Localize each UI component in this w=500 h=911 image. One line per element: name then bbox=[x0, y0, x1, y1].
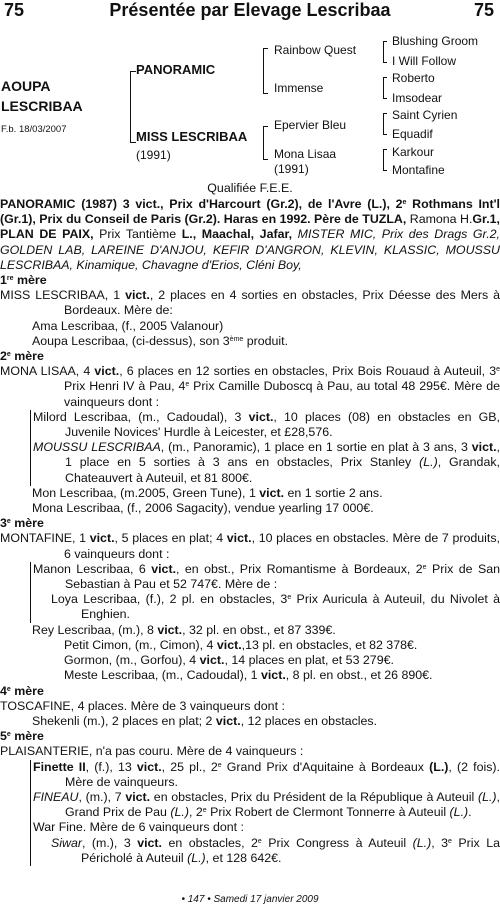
mere1-line-2 bbox=[0, 319, 500, 334]
t: vict. bbox=[248, 409, 274, 424]
bracket-gen2-sire-top bbox=[263, 48, 268, 49]
t: e bbox=[217, 761, 222, 769]
mere4-num: 4 bbox=[0, 683, 7, 698]
mere2-line-2 bbox=[31, 410, 500, 440]
section-1re-mere bbox=[0, 273, 500, 288]
mere1-num: 1 bbox=[0, 273, 7, 288]
bracket-gen3-3-bottom bbox=[383, 134, 387, 135]
sire-para-bold-1: PANORAMIC (1987) 3 vict., Prix d'Harcourt (Gr.2), de l'Avre (L.), 2 bbox=[0, 197, 403, 211]
t: , Grandak, Chateauvert à Auteuil, et 81 800€. bbox=[65, 455, 500, 485]
mere5-line-1: PLAISANTERIE, n'a pas couru. Mère de 4 vainqueurs : bbox=[0, 744, 304, 759]
bracket-gen2-dam-bottom bbox=[263, 159, 268, 160]
t: en obstacles, 2 bbox=[162, 835, 258, 850]
mere2-sup: e bbox=[6, 351, 11, 359]
t: vict. bbox=[151, 561, 177, 576]
t: Prix Camille Duboscq à Pau, au total 48 295€. Mère de vainqueurs dont : bbox=[64, 379, 500, 409]
sire-name: PANORAMIC bbox=[136, 62, 216, 77]
gen4-blushing-groom: Blushing Groom bbox=[392, 34, 479, 48]
bracket-gen2-dam-top bbox=[263, 126, 268, 127]
page-footer: • 147 • Samedi 17 janvier 2009 bbox=[181, 894, 319, 905]
bracket-gen2-sire-bottom bbox=[263, 93, 268, 94]
mere1-sup: re bbox=[6, 275, 14, 283]
t: (L.) bbox=[429, 759, 449, 774]
t: , 1 place en 5 sorties à 3 ans en obstacles, Prix Stanley bbox=[65, 440, 500, 470]
t: FINEAU bbox=[33, 789, 79, 804]
gen4-saint-cyrien: Saint Cyrien bbox=[392, 108, 458, 122]
mere3-line-5 bbox=[0, 638, 500, 653]
dam-name: MISS LESCRIBAA bbox=[136, 129, 248, 144]
gen3-mona-lisaa: Mona Lisaa bbox=[274, 147, 337, 161]
t: e bbox=[448, 837, 452, 845]
bracket-gen3-2-bottom bbox=[383, 98, 387, 99]
t: Manon Lescribaa, 6 bbox=[33, 561, 152, 576]
sire-para-text-1: Ramona H. bbox=[406, 212, 473, 227]
qualification-note: Qualifiée F.E.E. bbox=[207, 181, 293, 195]
foaled-info: F.b. 18/03/2007 bbox=[1, 124, 67, 135]
t: e bbox=[496, 366, 500, 374]
mere3-line-6 bbox=[0, 653, 500, 668]
t: Siwar bbox=[51, 835, 82, 850]
section-4e-mere bbox=[0, 684, 500, 699]
gen4-karkour: Karkour bbox=[392, 145, 435, 159]
t: MONA LISAA, 4 bbox=[0, 364, 95, 379]
mere3-line-3 bbox=[31, 592, 500, 622]
mere3-num: 3 bbox=[0, 516, 7, 531]
gen3-immense: Immense bbox=[274, 81, 324, 95]
t: vict. bbox=[125, 789, 151, 804]
mere4-sup: e bbox=[6, 685, 11, 693]
mere5-produce-block bbox=[30, 760, 500, 866]
t: , (f.), 13 bbox=[85, 759, 137, 774]
mere2-produce-block bbox=[30, 410, 500, 486]
section-2e-mere bbox=[0, 349, 500, 364]
gen4-montafine: Montafine bbox=[392, 163, 445, 177]
t: , (m., Panoramic), 1 place en 1 sortie en plat à 3 ans, 3 bbox=[160, 440, 472, 455]
bracket-gen3-4 bbox=[383, 149, 384, 171]
t: Petit Cimon, (m., Cimon), 4 bbox=[64, 637, 217, 652]
t: en 1 sortie 2 ans. bbox=[284, 485, 383, 500]
t: Prix Henri IV à Pau, 4 bbox=[64, 379, 186, 394]
t: , en obst., Prix Romantisme à Bordeaux, 2 bbox=[176, 561, 423, 576]
t: vict. bbox=[216, 637, 242, 652]
t: Finette II bbox=[33, 759, 86, 774]
bracket-gen3-1-top bbox=[383, 41, 387, 42]
t: , 2 bbox=[188, 805, 203, 820]
gen4-imsodear: Imsodear bbox=[392, 91, 443, 105]
mere3-line-1 bbox=[0, 531, 500, 561]
t: , 10 places en obstacles. Mère de 7 produits, 6 vainqueurs dont : bbox=[64, 531, 500, 561]
mere3-line-4 bbox=[0, 623, 500, 638]
t: en obstacles, Prix du Président de la République à Auteuil bbox=[150, 789, 478, 804]
page-number-right: 75 bbox=[473, 0, 494, 20]
t: , 25 pl., 2 bbox=[161, 759, 218, 774]
t: Rey Lescribaa, (m.), 8 bbox=[32, 622, 158, 637]
t: Ama Lescribaa, (f., 2005 Valanour) bbox=[32, 318, 224, 333]
t: Prix Congress à Auteuil bbox=[261, 835, 413, 850]
t: vict. bbox=[471, 440, 497, 455]
mere2-num: 2 bbox=[0, 349, 7, 364]
mere3-produce-block bbox=[30, 562, 500, 623]
mere1-line-1 bbox=[0, 288, 500, 318]
t: vict. bbox=[260, 668, 286, 683]
bracket-gen2-dam bbox=[263, 126, 264, 160]
mere3-line-7 bbox=[0, 668, 500, 683]
mere2-line-4 bbox=[0, 486, 500, 501]
t: Mon Lescribaa, (m.2005, Green Tune), 1 bbox=[32, 485, 260, 500]
t: vict. bbox=[136, 759, 162, 774]
gen4-roberto: Roberto bbox=[392, 71, 435, 85]
sire-para-text-2: Prix Tantième bbox=[93, 227, 182, 242]
t: vict. bbox=[157, 622, 183, 637]
mere5-line-3 bbox=[31, 790, 500, 820]
mere2-line-1 bbox=[0, 364, 500, 410]
horse-name-line1: AOUPA bbox=[1, 78, 51, 94]
t: vict. bbox=[226, 531, 252, 546]
bracket-gen3-3-top bbox=[383, 113, 387, 114]
mere2-line-5 bbox=[0, 501, 500, 516]
mere5-line-5 bbox=[31, 836, 500, 866]
t: Loya Lescribaa, (f.), 2 pl. en obstacles, 3 bbox=[51, 592, 288, 607]
t: , 14 places en plat, et 53 279€. bbox=[224, 653, 394, 668]
gen4-equadif: Equadif bbox=[392, 127, 433, 141]
mere2-line-3 bbox=[31, 440, 500, 486]
t: Aoupa Lescribaa, (ci-dessus), son 3 bbox=[32, 333, 230, 348]
t: Mona Lescribaa, (f., 2006 Sagacity), vendue yearling 17 000€. bbox=[32, 501, 374, 516]
mere5-word: mère bbox=[10, 729, 44, 744]
sire-para-bold-3: Gr.1, PLAN DE PAIX, bbox=[0, 212, 500, 242]
mere3-line-2 bbox=[31, 562, 500, 592]
t: Prix La Péricholé à Auteuil bbox=[81, 835, 500, 865]
t: , 5 places en plat; 4 bbox=[114, 531, 227, 546]
page-number-left: 75 bbox=[4, 0, 25, 20]
catalogue-text bbox=[0, 197, 500, 866]
section-5e-mere bbox=[0, 729, 500, 744]
bracket-gen3-2-top bbox=[383, 77, 387, 78]
horse-name-line2: LESCRIBAA bbox=[1, 98, 83, 114]
t: Prix de San Sebastian à Pau et 52 747€. Mère de : bbox=[65, 561, 500, 592]
bracket-gen3-2 bbox=[383, 77, 384, 99]
t: MOUSSU LESCRIBAA bbox=[33, 440, 161, 455]
t: vict. bbox=[125, 288, 150, 303]
mere3-word: mère bbox=[10, 516, 44, 531]
bracket-gen3-4-bottom bbox=[383, 170, 387, 171]
gen3-mona-lisaa-year: (1991) bbox=[274, 162, 309, 176]
t: e bbox=[185, 381, 190, 389]
t: Meste Lescribaa, (m., Cadoudal), 1 bbox=[64, 668, 261, 683]
dam-year: (1991) bbox=[136, 148, 171, 162]
t: e bbox=[257, 837, 262, 845]
bracket-gen3-3 bbox=[383, 113, 384, 135]
t: , 2 places en 4 sorties en obstacles, Prix Déesse des Mers à Bordeaux. Mère de: bbox=[64, 288, 500, 318]
bracket-gen3-4-top bbox=[383, 149, 387, 150]
t: (L.) bbox=[419, 455, 438, 470]
gen3-rainbow-quest: Rainbow Quest bbox=[274, 43, 357, 57]
mere1-word: mère bbox=[13, 273, 47, 288]
t: vict. bbox=[94, 364, 120, 379]
mere4-word: mère bbox=[10, 683, 44, 698]
t: , 8 pl. en obst., et 26 890€. bbox=[285, 668, 433, 683]
bracket-gen2-sire bbox=[263, 48, 264, 94]
mere2-word: mère bbox=[10, 349, 44, 364]
t: vict. bbox=[259, 485, 285, 500]
mere5-sup: e bbox=[6, 731, 11, 739]
t: MISS LESCRIBAA, 1 bbox=[0, 288, 126, 303]
t: , 3 bbox=[431, 835, 449, 850]
t: (L.) bbox=[449, 805, 469, 820]
t: Prix Robert de Clermont Tonnerre à Auteuil bbox=[206, 805, 450, 820]
t: produit. bbox=[243, 333, 289, 348]
t: e bbox=[287, 594, 292, 602]
t: Prix Auricula à Auteuil, du Nivolet à Enghien. bbox=[81, 592, 500, 622]
t: e bbox=[422, 563, 427, 571]
sire-para-sup: e bbox=[402, 199, 407, 206]
t: (L.) bbox=[170, 805, 189, 820]
t: , (m.), 7 bbox=[78, 789, 126, 804]
sire-para-bold-4: L., Maachal, Jafar, bbox=[181, 227, 293, 242]
page-title: Présentée par Elevage Lescribaa bbox=[109, 0, 391, 20]
t: . bbox=[468, 805, 472, 820]
t: , et 128 642€. bbox=[205, 850, 282, 865]
t: , Grand Prix de Pau bbox=[65, 789, 500, 820]
sire-para-bold-2: Rothmans Int'l (Gr.1), Prix du Conseil de Paris (Gr.2). Haras en 1992. Père de TUZLA, bbox=[0, 197, 500, 227]
t: vict. bbox=[215, 713, 241, 728]
t: , (2 fois). Mère de vainqueurs. bbox=[65, 759, 500, 789]
t: vict. bbox=[137, 835, 162, 850]
mere5-line-2 bbox=[31, 760, 500, 790]
t: , 6 places en 12 sorties en obstacles, Prix Bois Rouaud à Auteuil, 3 bbox=[119, 364, 497, 379]
mere5-num: 5 bbox=[0, 729, 7, 744]
section-3e-mere bbox=[0, 516, 500, 531]
t: (L.) bbox=[477, 789, 497, 804]
sire-para-italic: MISTER MIC, Prix des Drags Gr.2, GOLDEN LAB, LAREINE D'ANJOU, KEFIR D'ANGRON, KLEVIN, KLASSIC, MOUSSU LESCRIBAA, Kinamique, Chavagne d'Erios, Cléni Boy, bbox=[0, 227, 500, 272]
t: e bbox=[202, 807, 207, 815]
t: ,13 pl. en obstacles, et 82 378€. bbox=[241, 637, 418, 652]
mere5-line-4: War Fine. Mère de 6 vainqueurs dont : bbox=[33, 820, 244, 835]
t: vict. bbox=[89, 531, 115, 546]
t: , 12 places en obstacles. bbox=[240, 713, 378, 728]
t: Grand Prix d'Aquitaine à Bordeaux bbox=[221, 759, 430, 774]
t: , (m.), 3 bbox=[81, 835, 138, 850]
mere1-line-3 bbox=[0, 334, 500, 349]
t: (L.) bbox=[187, 850, 206, 865]
mere4-line-2 bbox=[0, 714, 500, 729]
t: Shekenli (m.), 2 places en plat; 2 bbox=[32, 713, 216, 728]
t: Gormon, (m., Gorfou), 4 bbox=[64, 653, 200, 668]
t: vict. bbox=[199, 653, 225, 668]
t: (L.) bbox=[412, 835, 432, 850]
gen4-i-will-follow: I Will Follow bbox=[392, 54, 457, 68]
t: MONTAFINE, 1 bbox=[0, 531, 90, 546]
mere3-sup: e bbox=[6, 518, 11, 526]
t: Milord Lescribaa, (m., Cadoudal), 3 bbox=[33, 409, 249, 424]
t: ème bbox=[229, 335, 244, 343]
bracket-gen3-1 bbox=[383, 41, 384, 63]
t: , 32 pl. en obst., et 87 339€. bbox=[182, 622, 336, 637]
bracket-gen3-1-bottom bbox=[383, 62, 387, 63]
bracket-gen1 bbox=[130, 71, 131, 143]
mere4-line-1: TOSCAFINE, 4 places. Mère de 3 vainqueurs dont : bbox=[0, 698, 285, 713]
t: , 10 places (08) en obstacles en GB, Juvenile Novices' Hurdle à Leicester, et £28,576. bbox=[65, 409, 500, 440]
gen3-epervier-bleu: Epervier Bleu bbox=[274, 118, 347, 132]
sire-paragraph bbox=[0, 197, 500, 273]
